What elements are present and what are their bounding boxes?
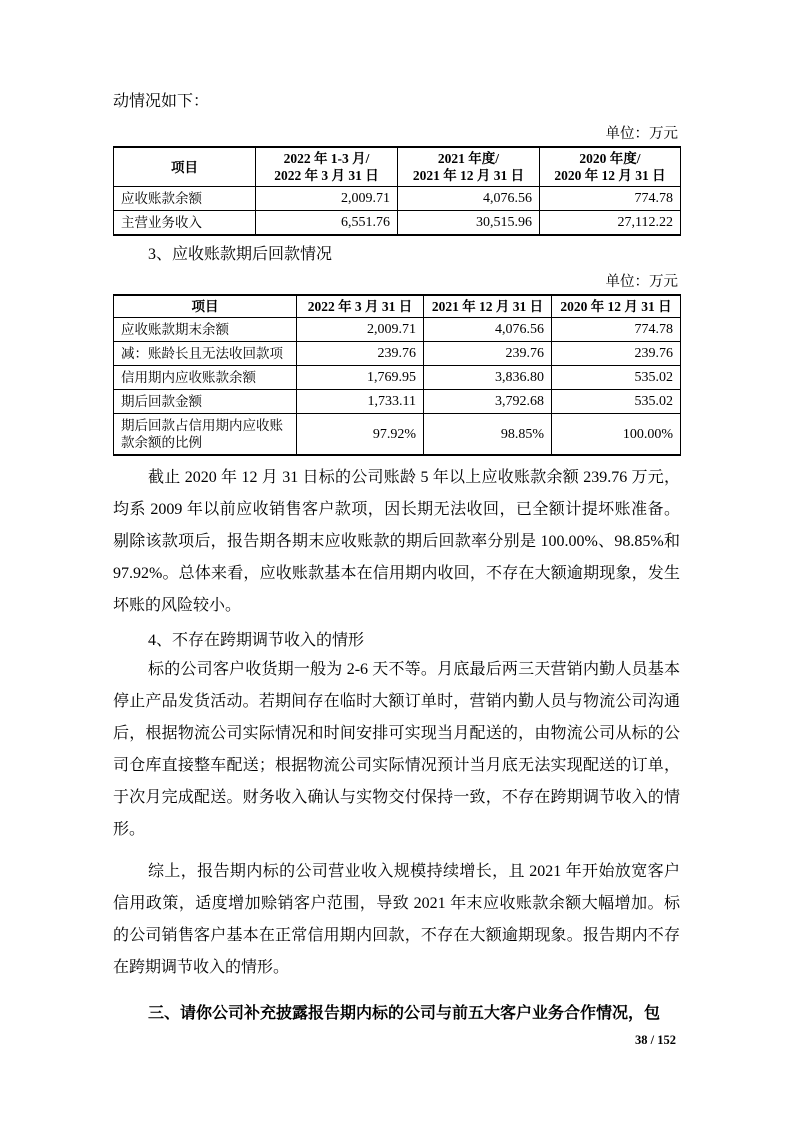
- table-cell-label: 信用期内应收账款余额: [114, 366, 297, 390]
- header-line: 2022 年 3 月 31 日: [274, 168, 379, 183]
- table-cell-value: 6,551.76: [256, 211, 398, 236]
- table-header-cell: [540, 147, 681, 187]
- table-header-cell: 2022 年 3 月 31 日: [297, 295, 424, 318]
- table-cell-label: 减：账龄长且无法收回款项: [114, 342, 297, 366]
- header-line: 项目: [171, 159, 198, 175]
- table-cell-label: 期后回款占信用期内应收账款余额的比例: [114, 414, 297, 456]
- table-cell-value: 27,112.22: [540, 211, 681, 236]
- table-row: [114, 211, 681, 236]
- table-cell-label: 应收账款期末余额: [114, 318, 297, 342]
- table-cell-value: 1,733.11: [297, 390, 424, 414]
- table-cell-value: 4,076.56: [398, 187, 540, 211]
- table-cell-value: 239.76: [552, 342, 681, 366]
- table-header-row: [114, 295, 681, 318]
- paragraph-repayment-analysis: 截止 2020 年 12 月 31 日标的公司账龄 5 年以上应收账款余额 239.76 万元，均系 2009 年以前应收销售客户款项，因长期无法收回，已全额计提坏账准备。剔除该款项后，报告期各期末应收账款的期后回款率分别是 100.00%、98.85%和 97.92%。总体来看，应收账款基本在信用期内收回，不存在大额逾期现象，发生坏账的风险较小。: [113, 469, 680, 614]
- post-period-repayment-table: [113, 294, 681, 456]
- table-cell-label: 应收账款余额: [114, 187, 256, 211]
- table-cell-value: 1,769.95: [297, 366, 424, 390]
- heading-top-customers-question: 三、请你公司补充披露报告期内标的公司与前五大客户业务合作情况，包: [148, 1005, 661, 1022]
- header-line: 2022 年 1-3 月/: [283, 151, 370, 166]
- table-cell-value: 4,076.56: [424, 318, 552, 342]
- header-line: 2020 年度/: [579, 151, 641, 166]
- table-cell-value: 30,515.96: [398, 211, 540, 236]
- table-cell-value: 98.85%: [424, 414, 552, 456]
- intro-paragraph: 动情况如下：: [113, 93, 210, 110]
- table-row: [114, 366, 681, 390]
- table-cell-value: 100.00%: [552, 414, 681, 456]
- table-cell-value: 774.78: [552, 318, 681, 342]
- table-header-cell: [256, 147, 398, 187]
- table-header-row: [114, 147, 681, 187]
- table-cell-value: 2,009.71: [297, 318, 424, 342]
- header-line: 2020 年 12 月 31 日: [554, 168, 666, 183]
- table-cell-label: 期后回款金额: [114, 390, 297, 414]
- table-row: [114, 390, 681, 414]
- table-cell-value: 3,836.80: [424, 366, 552, 390]
- table-cell-value: 535.02: [552, 366, 681, 390]
- header-line: 2021 年 12 月 31 日: [412, 168, 525, 183]
- table-row: [114, 414, 681, 456]
- table-header-cell: 2021 年 12 月 31 日: [424, 295, 552, 318]
- table-cell-value: 97.92%: [297, 414, 424, 456]
- receivables-balance-table: [113, 146, 681, 236]
- table-header-cell: [114, 147, 256, 187]
- table-cell-value: 535.02: [552, 390, 681, 414]
- paragraph-delivery-process: 标的公司客户收货期一般为 2-6 天不等。月底最后两三天营销内勤人员基本停止产品发货活动。若期间存在临时大额订单时，营销内勤人员与物流公司沟通后，根据物流公司实际情况和时间安排可实现当月配送的，由物流公司从标的公司仓库直接整车配送；根据物流公司实际情况预计当月底无法实现配送的订单，于次月完成配送。财务收入确认与实物交付保持一致，不存在跨期调节收入的情形。: [113, 661, 680, 838]
- unit-label-receivables: 单位：万元: [605, 126, 678, 142]
- footer-page-number: 38 / 152: [635, 1033, 676, 1047]
- table-row: [114, 342, 681, 366]
- table-cell-value: 239.76: [424, 342, 552, 366]
- table-cell-value: 2,009.71: [256, 187, 398, 211]
- unit-label-repayment: 单位：万元: [605, 274, 678, 290]
- table-cell-label: 主营业务收入: [114, 211, 256, 236]
- heading-repayment-section: 3、应收账款期后回款情况: [148, 246, 333, 263]
- table-cell-value: 3,792.68: [424, 390, 552, 414]
- table-row: [114, 318, 681, 342]
- table-header-cell: [398, 147, 540, 187]
- table-header-cell: 2020 年 12 月 31 日: [552, 295, 681, 318]
- table-header-cell: 项目: [114, 295, 297, 318]
- header-line: 2021 年度/: [437, 151, 500, 166]
- heading-no-cross-period: 4、不存在跨期调节收入的情形: [148, 632, 365, 649]
- table-cell-value: 774.78: [540, 187, 681, 211]
- table-cell-value: 239.76: [297, 342, 424, 366]
- paragraph-summary: 综上，报告期内标的公司营业收入规模持续增长，且 2021 年开始放宽客户信用政策，适度增加赊销客户范围，导致 2021 年末应收账款余额大幅增加。标的公司销售客户基本在正常信用期内回款，不存在大额逾期现象。报告期内不存在跨期调节收入的情形。: [113, 863, 680, 976]
- table-row: [114, 187, 681, 211]
